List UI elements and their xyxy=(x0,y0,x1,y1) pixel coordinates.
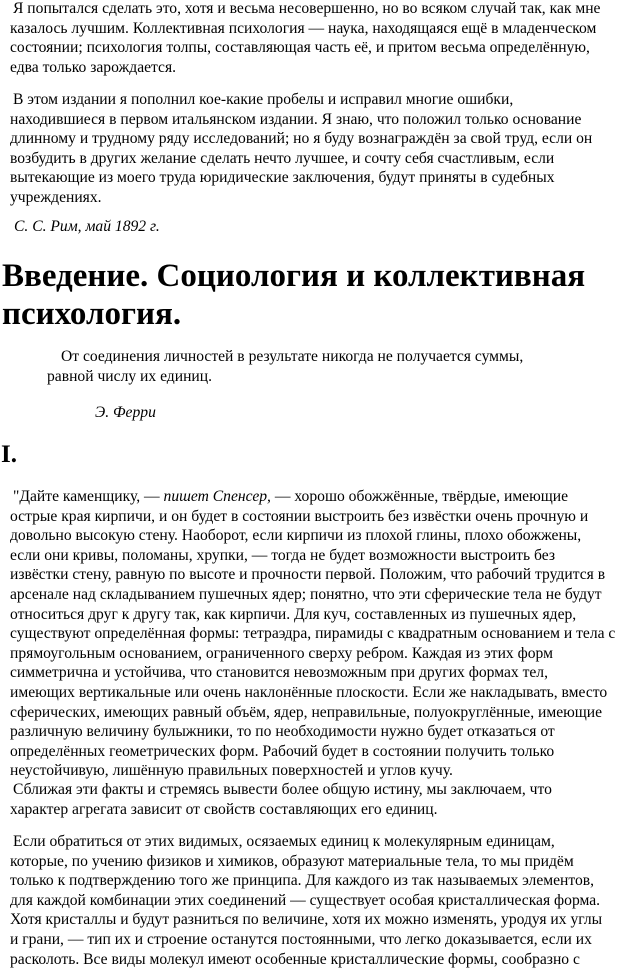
text-line: прямоугольным основанием, ограниченного сверху ребром. Каждая из этих форм xyxy=(10,644,553,662)
text-line: расколоть. Все виды молекул имеют особенные кристаллические формы, сообразно с xyxy=(10,950,580,968)
section-paragraph-3 xyxy=(0,832,620,969)
text-line: длинному и трудному ряду исследований; но я буду вознаграждён за свой труд, если он xyxy=(10,130,593,148)
text-line: относиться друг к другу так, как кирпичи. Для куч, составленных из пушечных ядер, xyxy=(10,605,577,623)
text-line: и грани, — тип их и строение останутся постоянными, что легко доказывается, если их xyxy=(10,930,592,948)
text-line: довольно высокую стену. Наоборот, если кирпичи из плохой глины, плохо обожжены, xyxy=(10,527,582,545)
text-line: возбудить в других желание сделать нечто лучшее, и сочту себя счастливым, если xyxy=(10,149,555,167)
quote-lead: "Дайте каменщику, — xyxy=(13,488,164,505)
text-line: сферических, имеющих равный объём, ядер, неправильные, полуокруглённые, имеющие xyxy=(10,703,603,721)
text-line: находившиеся в первом итальянском издании. Я знаю, что положил только основание xyxy=(10,110,582,128)
section-paragraph-2 xyxy=(0,780,620,819)
preface-signature: С. С. Рим, май 1892 г. xyxy=(14,218,160,235)
epigraph xyxy=(0,347,523,386)
text-line: симметрична и устойчива, что становится невозможным при других формах тел, xyxy=(10,664,548,682)
text-line: Я попытался сделать это, хотя и весьма несовершенно, но во всяком случай так, как мне xyxy=(13,0,601,17)
text-line: В этом издании я пополнил кое-какие пробелы и исправил многие ошибки, xyxy=(13,91,514,108)
epigraph-line: От соединения личностей в результате никогда не получается суммы, xyxy=(61,348,524,365)
text-line: учреждениях. xyxy=(10,188,102,206)
preface-paragraph-2 xyxy=(0,90,620,208)
text-line: казалось лучшим. Коллективная психология — наука, находящаяся ещё в младенческом xyxy=(10,19,597,37)
text-line: определённых геометрических форм. Рабочий будет в состоянии получить только xyxy=(10,742,555,760)
text-line: едва только зарождается. xyxy=(10,58,177,76)
quote-author: пишет Спенсер, xyxy=(163,488,271,505)
text-line xyxy=(0,487,620,507)
text-line: арсенале над складыванием пушечных ядер; понятно, что эти сферические тела не будут xyxy=(10,585,602,603)
text-line: которые, по учению физиков и химиков, образуют материальные тела, то мы придём xyxy=(10,852,574,870)
text-line: вытекающие из моего труда юридические заключения, будут приняты в судебных xyxy=(10,169,555,187)
epigraph-line: равной числу их единиц. xyxy=(47,367,213,385)
text-line: неустойчивую, лишённую правильных поверхностей и углов кучу. xyxy=(10,762,453,780)
section-number: I. xyxy=(1,441,17,468)
text-line: только к подтверждению того же принципа. Для каждого из так называемых элементов, xyxy=(10,872,595,890)
text-line: существуют определённая формы: тетраэдра, пирамиды с квадратным основанием и тела с xyxy=(10,625,616,643)
text-line: если они кривы, поломаны, хрупки, — тогда не будет возможности выстроить без xyxy=(10,546,556,564)
text-line: Хотя кристаллы и будут разниться по величине, хотя их можно изменять, уродуя их углы xyxy=(10,911,603,929)
text-line: Если обратиться от этих видимых, осязаемых единиц к молекулярным единицам, xyxy=(13,833,555,850)
chapter-title-line: Введение. Социология и коллективная xyxy=(2,258,586,294)
text-line: характер агрегата зависит от свойств составляющих его единиц. xyxy=(10,800,438,818)
preface-paragraph-1 xyxy=(0,0,620,77)
text-line: состоянии; психология толпы, составляющая часть её, и притом весьма определённую, xyxy=(10,39,590,57)
text-line: острые края кирпичи, и он будет в состоянии выстроить без извёстки очень прочную и xyxy=(10,507,589,525)
text-line: извёстки стену, равную по высоте и прочности первой. Положим, что рабочий трудится в xyxy=(10,566,606,584)
epigraph-author: Э. Ферри xyxy=(95,404,156,421)
section-paragraph-1 xyxy=(0,487,620,781)
text-line: Сближая эти факты и стремясь вывести более общую истину, мы заключаем, что xyxy=(13,781,552,798)
quote-lead-rest: — хорошо обожжённые, твёрдые, имеющие xyxy=(270,488,569,505)
chapter-title-line: психология. xyxy=(2,296,182,332)
text-line: различную величину булыжники, то по необходимости нужно будет отказаться от xyxy=(10,723,555,741)
chapter-title xyxy=(2,257,585,333)
text-line: для каждой комбинации этих соединений — существует особая кристаллическая форма. xyxy=(10,891,601,909)
text-line: имеющих вертикальные или очень наклонённые плоскости. Если же накладывать, вместо xyxy=(10,683,608,701)
